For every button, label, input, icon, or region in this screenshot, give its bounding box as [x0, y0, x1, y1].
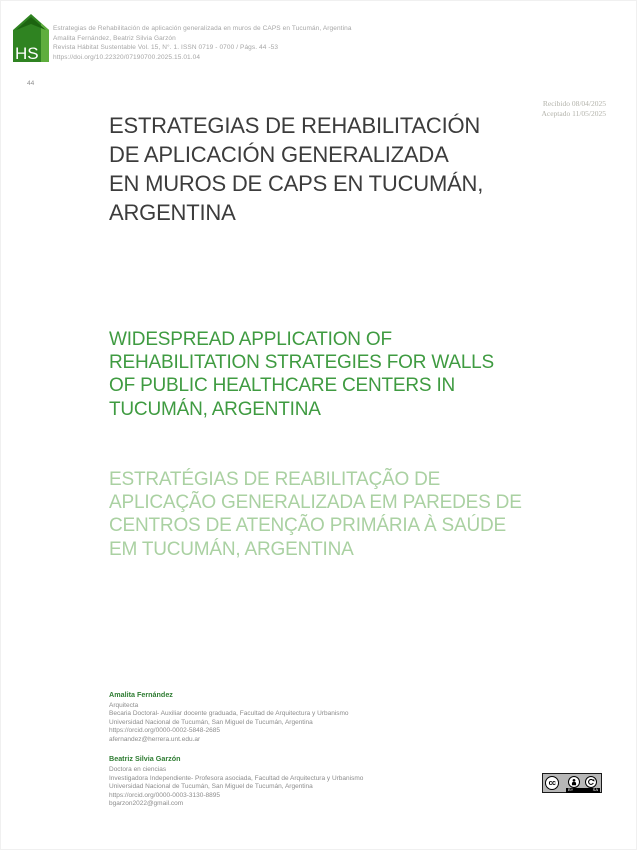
hs-logo-text: HS [15, 44, 39, 62]
title-spanish [109, 111, 483, 227]
title-portuguese [109, 468, 522, 561]
cc-by-person-icon [568, 776, 580, 788]
author-degree: Doctora en ciencias [109, 765, 167, 773]
author-name: Amalita Fernández [109, 690, 173, 699]
title-line: DE APLICACIÓN GENERALIZADA [109, 141, 449, 167]
title-line: ESTRATEGIAS DE REHABILITACIÓN [109, 112, 481, 138]
title-english [109, 328, 494, 421]
title-line: EM TUCUMÁN, ARGENTINA [109, 538, 354, 560]
author-position: Investigadora Independiente- Profesora asociada, Facultad de Arquitectura y Urbanismo [109, 774, 364, 782]
title-line: ESTRATÉGIAS DE REABILITAÇÃO DE [109, 468, 441, 490]
citation-journal-line: Revista Hábitat Sustentable Vol. 15, N°. 1. ISSN 0719 - 0700 / Págs. 44 -53 [53, 44, 279, 52]
title-line: CENTROS DE ATENÇÃO PRIMÁRIA À SAÚDE [109, 515, 507, 537]
cc-by-sa-badge[interactable] [542, 773, 602, 793]
accepted-date: Aceptado 11/05/2025 [541, 109, 606, 118]
cc-by-label: BY [568, 787, 574, 793]
title-line: EN MUROS DE CAPS EN TUCUMÁN, [109, 170, 484, 196]
citation-title-line: Estrategias de Rehabilitación de aplicación generalizada en muros de CAPS en Tucumán, Argentina [53, 25, 352, 32]
cc-labels [566, 788, 600, 793]
title-line: WIDESPREAD APPLICATION OF [109, 328, 392, 350]
title-line: REHABILITATION STRATEGIES FOR WALLS [109, 352, 495, 374]
author-email-link[interactable]: bgarzon2022@gmail.com [109, 800, 184, 808]
title-line: TUCUMÁN, ARGENTINA [109, 398, 321, 420]
page-number: 44 [27, 80, 35, 87]
author-name: Beatriz Silvia Garzón [109, 754, 181, 764]
author-orcid-link[interactable]: https://orcid.org/0000-0003-3130-8895 [109, 791, 220, 799]
author-affiliation: Universidad Nacional de Tucumán, San Miguel de Tucumán, Argentina [109, 718, 313, 726]
hs-journal-logo [13, 14, 49, 62]
author-block [109, 690, 449, 744]
author-orcid-link[interactable]: https://orcid.org/0000-0002-5848-2685 [109, 727, 220, 735]
author-email-link[interactable]: afernandez@herrera.unt.edu.ar [109, 735, 201, 743]
submission-dates [541, 99, 606, 119]
cc-icon: cc [545, 776, 559, 790]
citation-authors-line: Amalita Fernández, Beatriz Silvia Garzón [53, 34, 176, 42]
title-line: APLICAÇÃO GENERALIZADA EM PAREDES DE [109, 492, 522, 514]
header-citation [53, 24, 352, 62]
author-block [109, 754, 449, 808]
author-affiliation: Universidad Nacional de Tucumán, San Miguel de Tucumán, Argentina [109, 783, 313, 791]
hs-house-icon [13, 14, 49, 62]
doi-link[interactable]: https://doi.org/10.22320/07190700.2025.15.01.04 [53, 53, 201, 61]
author-position: Becaria Doctoral- Auxiliar docente graduada, Facultad de Arquitectura y Urbanismo [109, 710, 349, 718]
authors-section [109, 690, 449, 819]
received-date: Recibido 08/04/2025 [542, 99, 606, 108]
title-line: OF PUBLIC HEALTHCARE CENTERS IN [109, 375, 456, 397]
cc-sa-arrow-icon [585, 776, 597, 788]
author-degree: Arquitecta [109, 701, 139, 709]
title-line: ARGENTINA [109, 199, 236, 225]
cc-sa-label: SA [592, 787, 598, 793]
